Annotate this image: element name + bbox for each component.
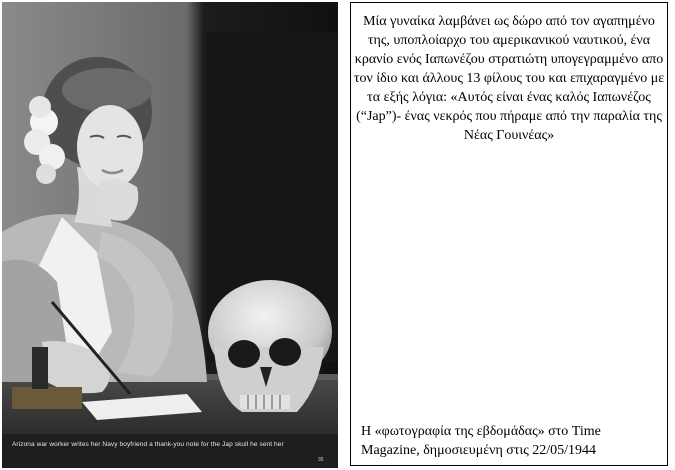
skull-eye-right [269, 338, 301, 366]
magazine-page-number: 35 [318, 457, 324, 463]
historical-photo [2, 2, 338, 468]
photo-caption: Arizona war worker writes her Navy boyfriend a thank-you note for the Jap skull he sent her [12, 441, 284, 448]
description-panel [350, 2, 668, 466]
hand-chin [97, 179, 138, 221]
description-text: Μία γυναίκα λαμβάνει ως δώρο από τον αγαπημένο της, υποπλοίαρχο του αμερικανικού ναυτικού, ένα κρανίο ενός Ιαπωνέζου στρατιώτη υπογεγραμμένο απο τον ίδιο και άλλους 13 φίλους του και επιχαραγμένο με τα εξής λόγια: «Αυτός είναι ένας καλός Ιαπωνέζος (“Jap”)- ένας νεκρός που πήραμε από την παραλία της Νέας Γουινέας» [353, 14, 665, 143]
photo-credit: Η «φωτογραφία της εβδομάδας» στο Time Magazine, δημοσιευμένη στις 22/05/1944 [361, 424, 601, 458]
face [77, 105, 143, 189]
skull-eye-left [228, 340, 260, 368]
photo-illustration [2, 2, 338, 468]
inkwell-base [12, 387, 82, 409]
